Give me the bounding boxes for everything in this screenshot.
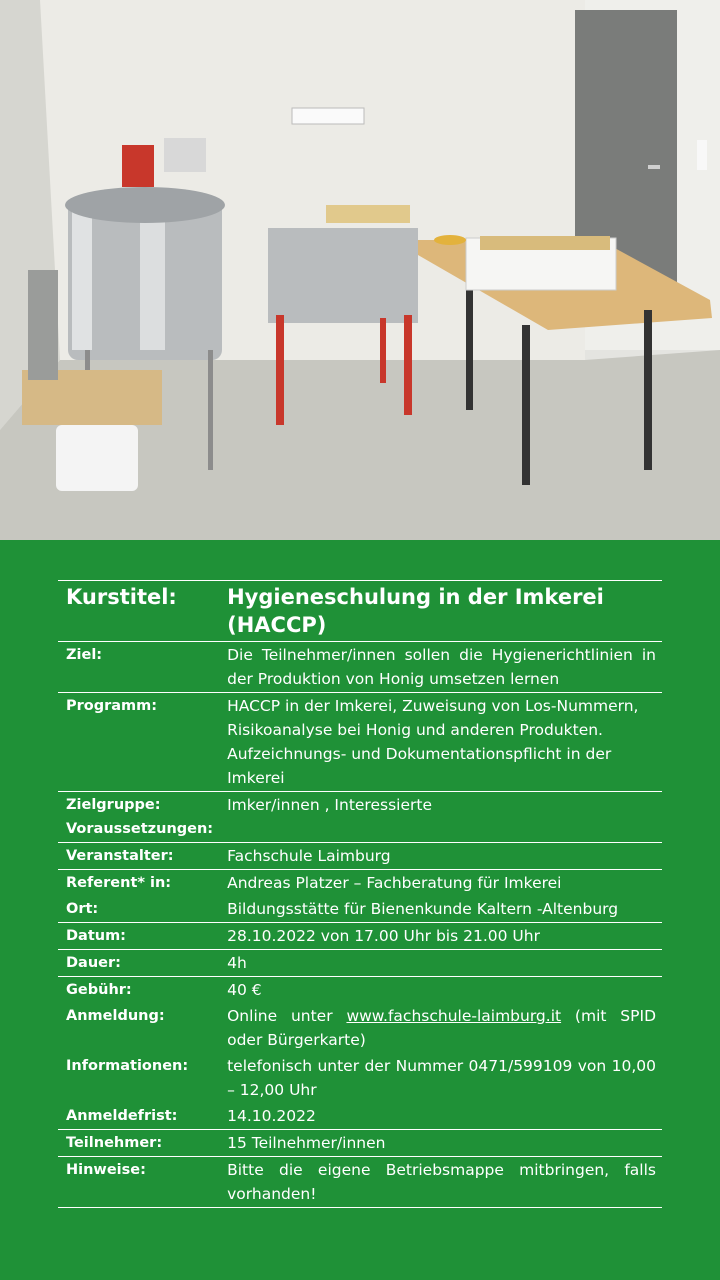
label-programm: Programm: — [58, 693, 219, 792]
value-anmeldung — [219, 1003, 662, 1053]
value-informationen: telefonisch unter der Nummer 0471/599109 von 10,00 – 12,00 Uhr — [227, 1057, 656, 1099]
value-zielgruppe: Imker/innen , Interessierte — [219, 792, 662, 843]
label-zielgruppe: Zielgruppe: — [66, 797, 161, 813]
row-ort — [58, 896, 662, 923]
label-gebuehr: Gebühr: — [58, 977, 219, 1004]
label-ort: Ort: — [66, 901, 99, 917]
label-anmeldefrist: Anmeldefrist: — [66, 1108, 178, 1124]
value-teilnehmer: 15 Teilnehmer/innen — [219, 1130, 662, 1157]
label-referent: Referent* in: — [58, 870, 219, 897]
fachschule-link[interactable]: www.fachschule-laimburg.it — [346, 1007, 562, 1025]
label-teilnehmer: Teilnehmer: — [58, 1130, 219, 1157]
row-gebuehr — [58, 977, 662, 1004]
label-zielgruppe-group — [58, 792, 219, 843]
row-ziel — [58, 642, 662, 693]
beekeeping-room-photo — [0, 0, 720, 540]
anmeldung-prefix: Online unter — [227, 1007, 347, 1025]
row-kurstitel — [58, 581, 662, 642]
anmeldung-suffix: (mit SPID oder Bürgerkarte) — [227, 1007, 656, 1049]
value-dauer: 4h — [219, 950, 662, 977]
row-dauer — [58, 950, 662, 977]
row-veranstalter — [58, 843, 662, 870]
course-info-table — [58, 580, 662, 1208]
row-programm — [58, 693, 662, 792]
value-anmeldefrist: 14.10.2022 — [227, 1107, 316, 1125]
label-hinweise: Hinweise: — [58, 1157, 219, 1208]
label-datum: Datum: — [58, 923, 219, 950]
value-veranstalter: Fachschule Laimburg — [219, 843, 662, 870]
row-datum — [58, 923, 662, 950]
label-dauer: Dauer: — [58, 950, 219, 977]
value-referent: Andreas Platzer – Fachberatung für Imkerei — [219, 870, 662, 897]
row-anmeldung — [58, 1003, 662, 1053]
row-referent — [58, 870, 662, 897]
label-kurstitel: Kurstitel: — [58, 581, 219, 642]
row-zielgruppe — [58, 792, 662, 843]
label-anmeldung: Anmeldung: — [66, 1008, 165, 1024]
value-ziel: Die Teilnehmer/innen sollen die Hygienerichtlinien in der Produktion von Honig umsetzen lernen — [219, 642, 662, 693]
row-anmeldefrist — [58, 1103, 662, 1130]
label-voraussetzungen: Voraussetzungen: — [66, 821, 214, 837]
value-programm: HACCP in der Imkerei, Zuweisung von Los-Nummern, Risikoanalyse bei Honig und anderen Produkten. Aufzeichnungs- und Dokumentationspflicht in der Imkerei — [219, 693, 662, 792]
value-ort: Bildungsstätte für Bienenkunde Kaltern -Altenburg — [227, 900, 619, 918]
row-hinweise — [58, 1157, 662, 1208]
value-hinweise: Bitte die eigene Betriebsmappe mitbringen, falls vorhanden! — [219, 1157, 662, 1208]
label-informationen: Informationen: — [66, 1058, 189, 1074]
row-informationen — [58, 1053, 662, 1103]
header-photo — [0, 0, 720, 540]
value-gebuehr: 40 € — [219, 977, 662, 1004]
row-teilnehmer — [58, 1130, 662, 1157]
label-veranstalter: Veranstalter: — [58, 843, 219, 870]
value-datum: 28.10.2022 von 17.00 Uhr bis 21.00 Uhr — [219, 923, 662, 950]
value-kurstitel: Hygieneschulung in der Imkerei (HACCP) — [219, 581, 662, 642]
label-ziel: Ziel: — [58, 642, 219, 693]
course-info-panel — [0, 540, 720, 1280]
